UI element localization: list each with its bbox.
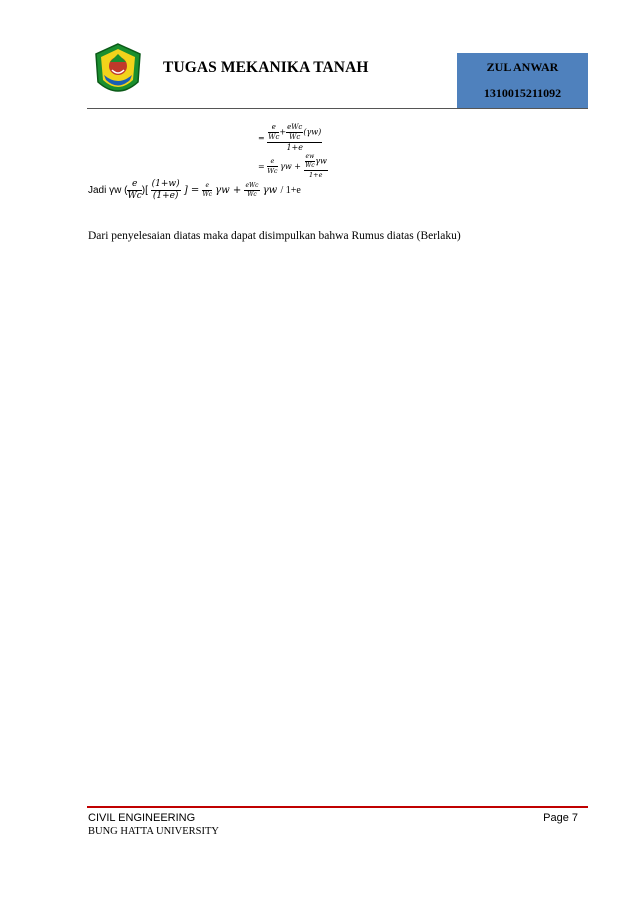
footer-department: CIVIL ENGINEERING — [88, 812, 196, 824]
student-id: 1310015211092 — [483, 86, 562, 100]
author-box — [457, 53, 588, 109]
equation-line-2: = $\frac{e}{Wc}$ γw + $\frac{ew}{Wc}$ γw 1+e — [258, 153, 327, 179]
jadi-prefix: Jadi γw ( — [88, 185, 128, 197]
university-logo — [88, 42, 148, 102]
conclusion-sentence: Dari penyelesaian diatas maka dapat disimpulkan bahwa Rumus diatas (Berlaku) — [88, 230, 461, 242]
author-name: ZUL ANWAR — [486, 60, 559, 74]
document-title: TUGAS MEKANIKA TANAH — [163, 59, 369, 76]
header-rule — [87, 108, 588, 109]
footer-rule — [87, 806, 588, 808]
page-number: Page 7 — [543, 812, 578, 824]
slash-term: / 1+e — [280, 185, 301, 197]
footer-university: BUNG HATTA UNIVERSITY — [88, 826, 219, 837]
conclusion-formula: Jadi γw ( $\frac{e}{Wc}$ )[ $\frac{(1+w)}{(1+e)}$ ] = $\frac{e}{Wc}$ γw + $\frac{\text{eWc}}{Wc}$ γw / 1+e — [88, 179, 301, 201]
equation-line-1: = $\frac{e}{Wc}$ + $\frac{\text{eWc}}{Wc}$ (γw) 1+e — [258, 123, 322, 152]
